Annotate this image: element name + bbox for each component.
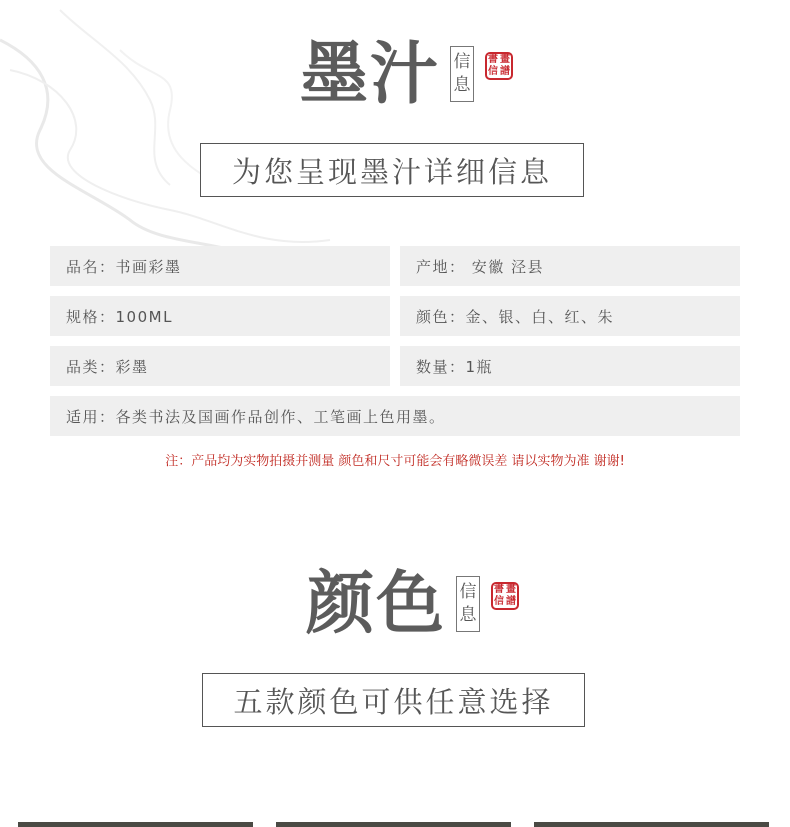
info-name: 品名：书画彩墨	[50, 246, 390, 286]
color-section-subtitle	[202, 673, 585, 727]
info-tag-top: 信	[453, 52, 471, 73]
info-colors: 颜色：金、银、白、红、朱	[400, 296, 740, 336]
disclaimer-note: 注：产品均为实物拍摄并测量 颜色和尺寸可能会有略微误差 请以实物为准 谢谢!	[165, 454, 625, 469]
subtitle-text: 为您呈现墨汁详细信息	[231, 154, 552, 189]
info-tag-top: 信	[459, 582, 477, 603]
seal-char: 信	[488, 66, 499, 77]
product-photo	[534, 822, 769, 827]
info-origin: 产地： 安徽 泾县	[400, 246, 740, 286]
info-tag	[450, 46, 474, 102]
info-quantity: 数量：1瓶	[400, 346, 740, 386]
info-spec: 规格：100ML	[50, 296, 390, 336]
seal-char: 譜	[500, 66, 511, 77]
product-photo	[276, 822, 511, 827]
page-title: 墨汁	[300, 34, 441, 114]
seal-char: 書	[488, 54, 499, 65]
section-ink-title	[300, 34, 513, 114]
red-seal-stamp	[485, 52, 513, 80]
info-tag-bottom: 息	[459, 605, 477, 625]
seal-char: 信	[494, 596, 505, 607]
info-tag-bottom: 息	[453, 75, 471, 95]
seal-char: 畫	[506, 584, 517, 595]
section-color-title	[306, 564, 519, 644]
info-usage: 适用：各类书法及国画作品创作、工笔画上色用墨。	[50, 396, 740, 436]
seal-char: 譜	[506, 596, 517, 607]
color-section-title: 颜色	[306, 564, 447, 644]
section-subtitle	[200, 143, 584, 197]
product-photo	[18, 822, 253, 827]
seal-char: 書	[494, 584, 505, 595]
subtitle-text: 五款颜色可供任意选择	[233, 684, 554, 719]
seal-char: 畫	[500, 54, 511, 65]
info-tag	[456, 576, 480, 632]
info-category: 品类：彩墨	[50, 346, 390, 386]
red-seal-stamp	[491, 582, 519, 610]
